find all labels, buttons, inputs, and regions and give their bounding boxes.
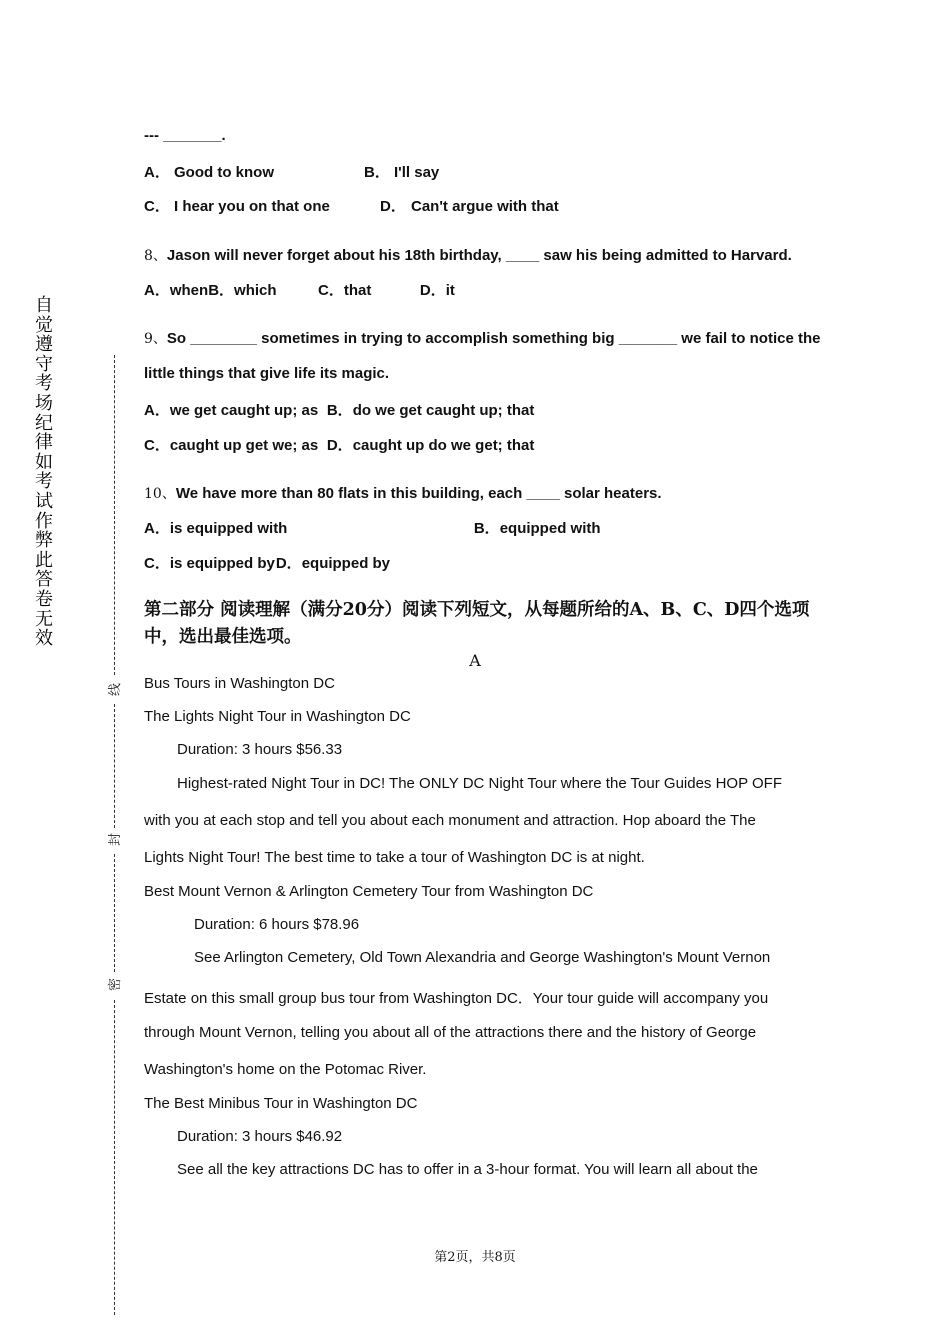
question-10-stem xyxy=(144,483,662,503)
option-text: do we get caught up; that xyxy=(352,402,535,419)
option-letter: C． xyxy=(318,282,344,299)
binding-dashed-line xyxy=(114,355,115,675)
question-8-stem xyxy=(144,245,792,265)
exam-notice-vertical xyxy=(34,296,54,649)
tour-duration: Duration: 6 hours $78.96 xyxy=(194,916,360,933)
q7-options-row2 xyxy=(144,195,559,216)
option-letter: B． xyxy=(364,164,390,181)
option-text: equipped by xyxy=(301,555,391,572)
notice-char: 弊 xyxy=(35,530,53,552)
option-letter: C． xyxy=(144,437,170,454)
answer-blank: --- _______. xyxy=(144,127,226,144)
notice-char: 遵 xyxy=(35,334,53,356)
question-text: We have more than 80 flats in this building, each ____ solar heaters. xyxy=(175,485,662,502)
tour-duration: Duration: 3 hours $46.92 xyxy=(177,1128,343,1145)
notice-char: 卷 xyxy=(35,588,53,610)
option-text: caught up get we; as xyxy=(169,437,319,454)
notice-char: 如 xyxy=(35,451,53,473)
option-letter: C． xyxy=(144,555,170,572)
question-text: Jason will never forget about his 18th birthday, ____ saw his being admitted to Harvard. xyxy=(166,247,792,264)
tour-name: The Best Minibus Tour in Washington DC xyxy=(144,1095,418,1112)
passage-title: Bus Tours in Washington DC xyxy=(144,675,335,692)
option-text: Can't argue with that xyxy=(411,198,559,215)
option-letter: A． xyxy=(144,520,170,537)
seal-char-mi: 密 xyxy=(108,977,124,992)
question-number: 9、 xyxy=(144,331,167,347)
passage-label: A xyxy=(469,651,481,670)
option-text: which xyxy=(234,282,277,299)
option-letter: B． xyxy=(208,282,235,299)
option-text: I hear you on that one xyxy=(174,198,330,215)
binding-dashed-line xyxy=(114,1000,115,1315)
option-letter: A． xyxy=(144,282,170,299)
option-letter: C． xyxy=(144,198,170,215)
q7-options-row1 xyxy=(144,161,439,182)
question-9-stem xyxy=(144,328,820,348)
q8-options xyxy=(144,279,455,300)
q10-options-row2 xyxy=(144,552,390,573)
question-9-stem-line2: little things that give life its magic. xyxy=(144,365,390,382)
tour-name: The Lights Night Tour in Washington DC xyxy=(144,708,411,725)
notice-char: 自 xyxy=(35,295,53,316)
binding-dashed-line xyxy=(114,854,115,972)
tour-description: Highest-rated Night Tour in DC! The ONLY DC Night Tour where the Tour Guides HOP OFF xyxy=(177,775,782,792)
tour-description: See all the key attractions DC has to offer in a 3-hour format. You will learn all about the xyxy=(177,1161,758,1178)
page-number: 第2页，共8页 xyxy=(434,1250,516,1265)
option-text: when xyxy=(169,282,209,299)
option-letter: A． xyxy=(144,402,170,419)
notice-char: 守 xyxy=(35,353,53,375)
tour-description: Lights Night Tour! The best time to take a tour of Washington DC is at night. xyxy=(144,849,645,866)
q9-options-row1 xyxy=(144,399,534,420)
question-number: 8、 xyxy=(144,248,167,264)
option-text: I'll say xyxy=(394,164,440,181)
tour-duration: Duration: 3 hours $56.33 xyxy=(177,741,343,758)
option-letter: B． xyxy=(473,520,500,537)
notice-char: 律 xyxy=(35,432,53,454)
q9-options-row2 xyxy=(144,434,534,455)
option-text: equipped with xyxy=(499,520,601,537)
binding-dashed-line xyxy=(114,704,115,828)
notice-char: 效 xyxy=(35,628,53,650)
tour-description: with you at each stop and tell you about each monument and attraction. Hop aboard the The xyxy=(144,812,756,829)
option-letter: B． xyxy=(326,402,353,419)
option-text: is equipped by xyxy=(169,555,275,572)
option-letter: D． xyxy=(380,198,406,215)
notice-char: 考 xyxy=(35,471,53,493)
option-text: it xyxy=(445,282,455,299)
tour-description: through Mount Vernon, telling you about all of the attractions there and the history of George xyxy=(144,1024,757,1041)
option-text: caught up do we get; that xyxy=(352,437,535,454)
option-letter: A． xyxy=(144,164,170,181)
notice-char: 觉 xyxy=(35,314,53,336)
notice-char: 场 xyxy=(35,392,53,414)
notice-char: 无 xyxy=(35,608,53,630)
tour-description: Washington's home on the Potomac River. xyxy=(144,1061,427,1078)
notice-char: 此 xyxy=(35,549,53,571)
seal-char-xian: 线 xyxy=(108,682,124,697)
question-text: So ________ sometimes in trying to accomplish something big _______ we fail to notice the xyxy=(166,330,821,347)
option-text: we get caught up; as xyxy=(169,402,319,419)
notice-char: 作 xyxy=(35,510,53,532)
option-text: is equipped with xyxy=(169,520,288,537)
notice-char: 试 xyxy=(35,490,53,512)
section-heading: 第二部分 阅读理解（满分20分）阅读下列短文，从每题所给的A、B、C、D四个选项中，选出最佳选项。 xyxy=(144,600,810,647)
option-letter: D． xyxy=(419,282,446,299)
question-number: 10、 xyxy=(144,486,176,502)
option-letter: D． xyxy=(275,555,302,572)
option-text: that xyxy=(343,282,372,299)
seal-char-feng: 封 xyxy=(108,832,124,847)
tour-description: See Arlington Cemetery, Old Town Alexandria and George Washington's Mount Vernon xyxy=(194,949,771,966)
notice-char: 纪 xyxy=(35,412,53,434)
option-letter: D． xyxy=(326,437,353,454)
tour-name: Best Mount Vernon & Arlington Cemetery Tour from Washington DC xyxy=(144,883,594,900)
q10-options-row1 xyxy=(144,517,601,538)
notice-char: 答 xyxy=(35,569,53,591)
option-text: Good to know xyxy=(174,164,274,181)
notice-char: 考 xyxy=(35,373,53,395)
tour-description: Estate on this small group bus tour from Washington DC．Your tour guide will accompany you xyxy=(144,990,769,1007)
